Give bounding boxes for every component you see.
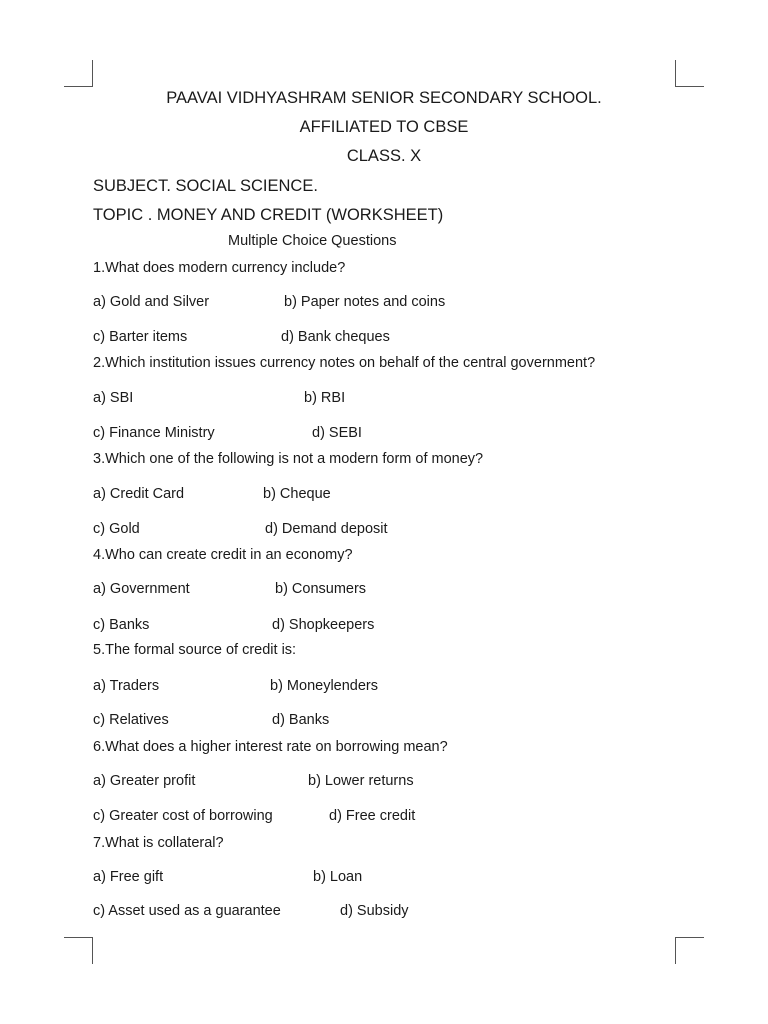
question-text: 3.Which one of the following is not a modern form of money? [93, 451, 484, 467]
section-title: Multiple Choice Questions [228, 233, 397, 249]
crop-mark-bottom-left-vertical [92, 937, 93, 964]
question-text: 4.Who can create credit in an economy? [93, 547, 353, 563]
topic-line: TOPIC . MONEY AND CREDIT (WORKSHEET) [93, 206, 444, 224]
option-b: b) Moneylenders [270, 678, 378, 694]
subject-line: SUBJECT. SOCIAL SCIENCE. [93, 177, 318, 195]
option-c: c) Greater cost of borrowing [93, 808, 273, 824]
crop-mark-top-right-vertical [675, 60, 676, 87]
crop-mark-bottom-left-horizontal [64, 937, 93, 938]
option-a: a) Gold and Silver [93, 294, 210, 310]
crop-mark-top-right-horizontal [675, 86, 704, 87]
crop-mark-bottom-right-vertical [675, 937, 676, 964]
option-d: d) Subsidy [340, 903, 409, 919]
crop-mark-bottom-right-horizontal [675, 937, 704, 938]
affiliation: AFFILIATED TO CBSE [299, 118, 469, 136]
option-b: b) Cheque [263, 486, 331, 502]
option-a: a) Free gift [93, 869, 164, 885]
question-text: 6.What does a higher interest rate on borrowing mean? [93, 739, 448, 755]
option-c: c) Finance Ministry [93, 425, 215, 441]
option-b: b) Loan [313, 869, 363, 885]
option-d: d) Demand deposit [265, 521, 388, 537]
option-d: d) Free credit [329, 808, 416, 824]
option-a: a) Greater profit [93, 773, 196, 789]
option-a: a) Government [93, 581, 190, 597]
option-c: c) Asset used as a guarantee [93, 903, 281, 919]
option-c: c) Relatives [93, 712, 169, 728]
option-a: a) Traders [93, 678, 160, 694]
crop-mark-top-left-vertical [92, 60, 93, 87]
option-d: d) Shopkeepers [272, 617, 375, 633]
option-d: d) Bank cheques [281, 329, 390, 345]
question-text: 1.What does modern currency include? [93, 260, 346, 276]
option-c: c) Barter items [93, 329, 188, 345]
option-b: b) Paper notes and coins [284, 294, 446, 310]
question-text: 7.What is collateral? [93, 835, 224, 851]
option-d: d) SEBI [312, 425, 362, 441]
crop-mark-top-left-horizontal [64, 86, 93, 87]
class-label: CLASS. X [346, 147, 422, 165]
question-text: 5.The formal source of credit is: [93, 642, 297, 658]
option-b: b) Consumers [275, 581, 367, 597]
option-d: d) Banks [272, 712, 330, 728]
option-b: b) Lower returns [308, 773, 414, 789]
option-c: c) Banks [93, 617, 150, 633]
option-a: a) SBI [93, 390, 134, 406]
school-name: PAAVAI VIDHYASHRAM SENIOR SECONDARY SCHOOL. [166, 89, 602, 107]
question-text: 2.Which institution issues currency notes on behalf of the central government? [93, 355, 596, 371]
option-c: c) Gold [93, 521, 140, 537]
option-b: b) RBI [304, 390, 346, 406]
option-a: a) Credit Card [93, 486, 185, 502]
